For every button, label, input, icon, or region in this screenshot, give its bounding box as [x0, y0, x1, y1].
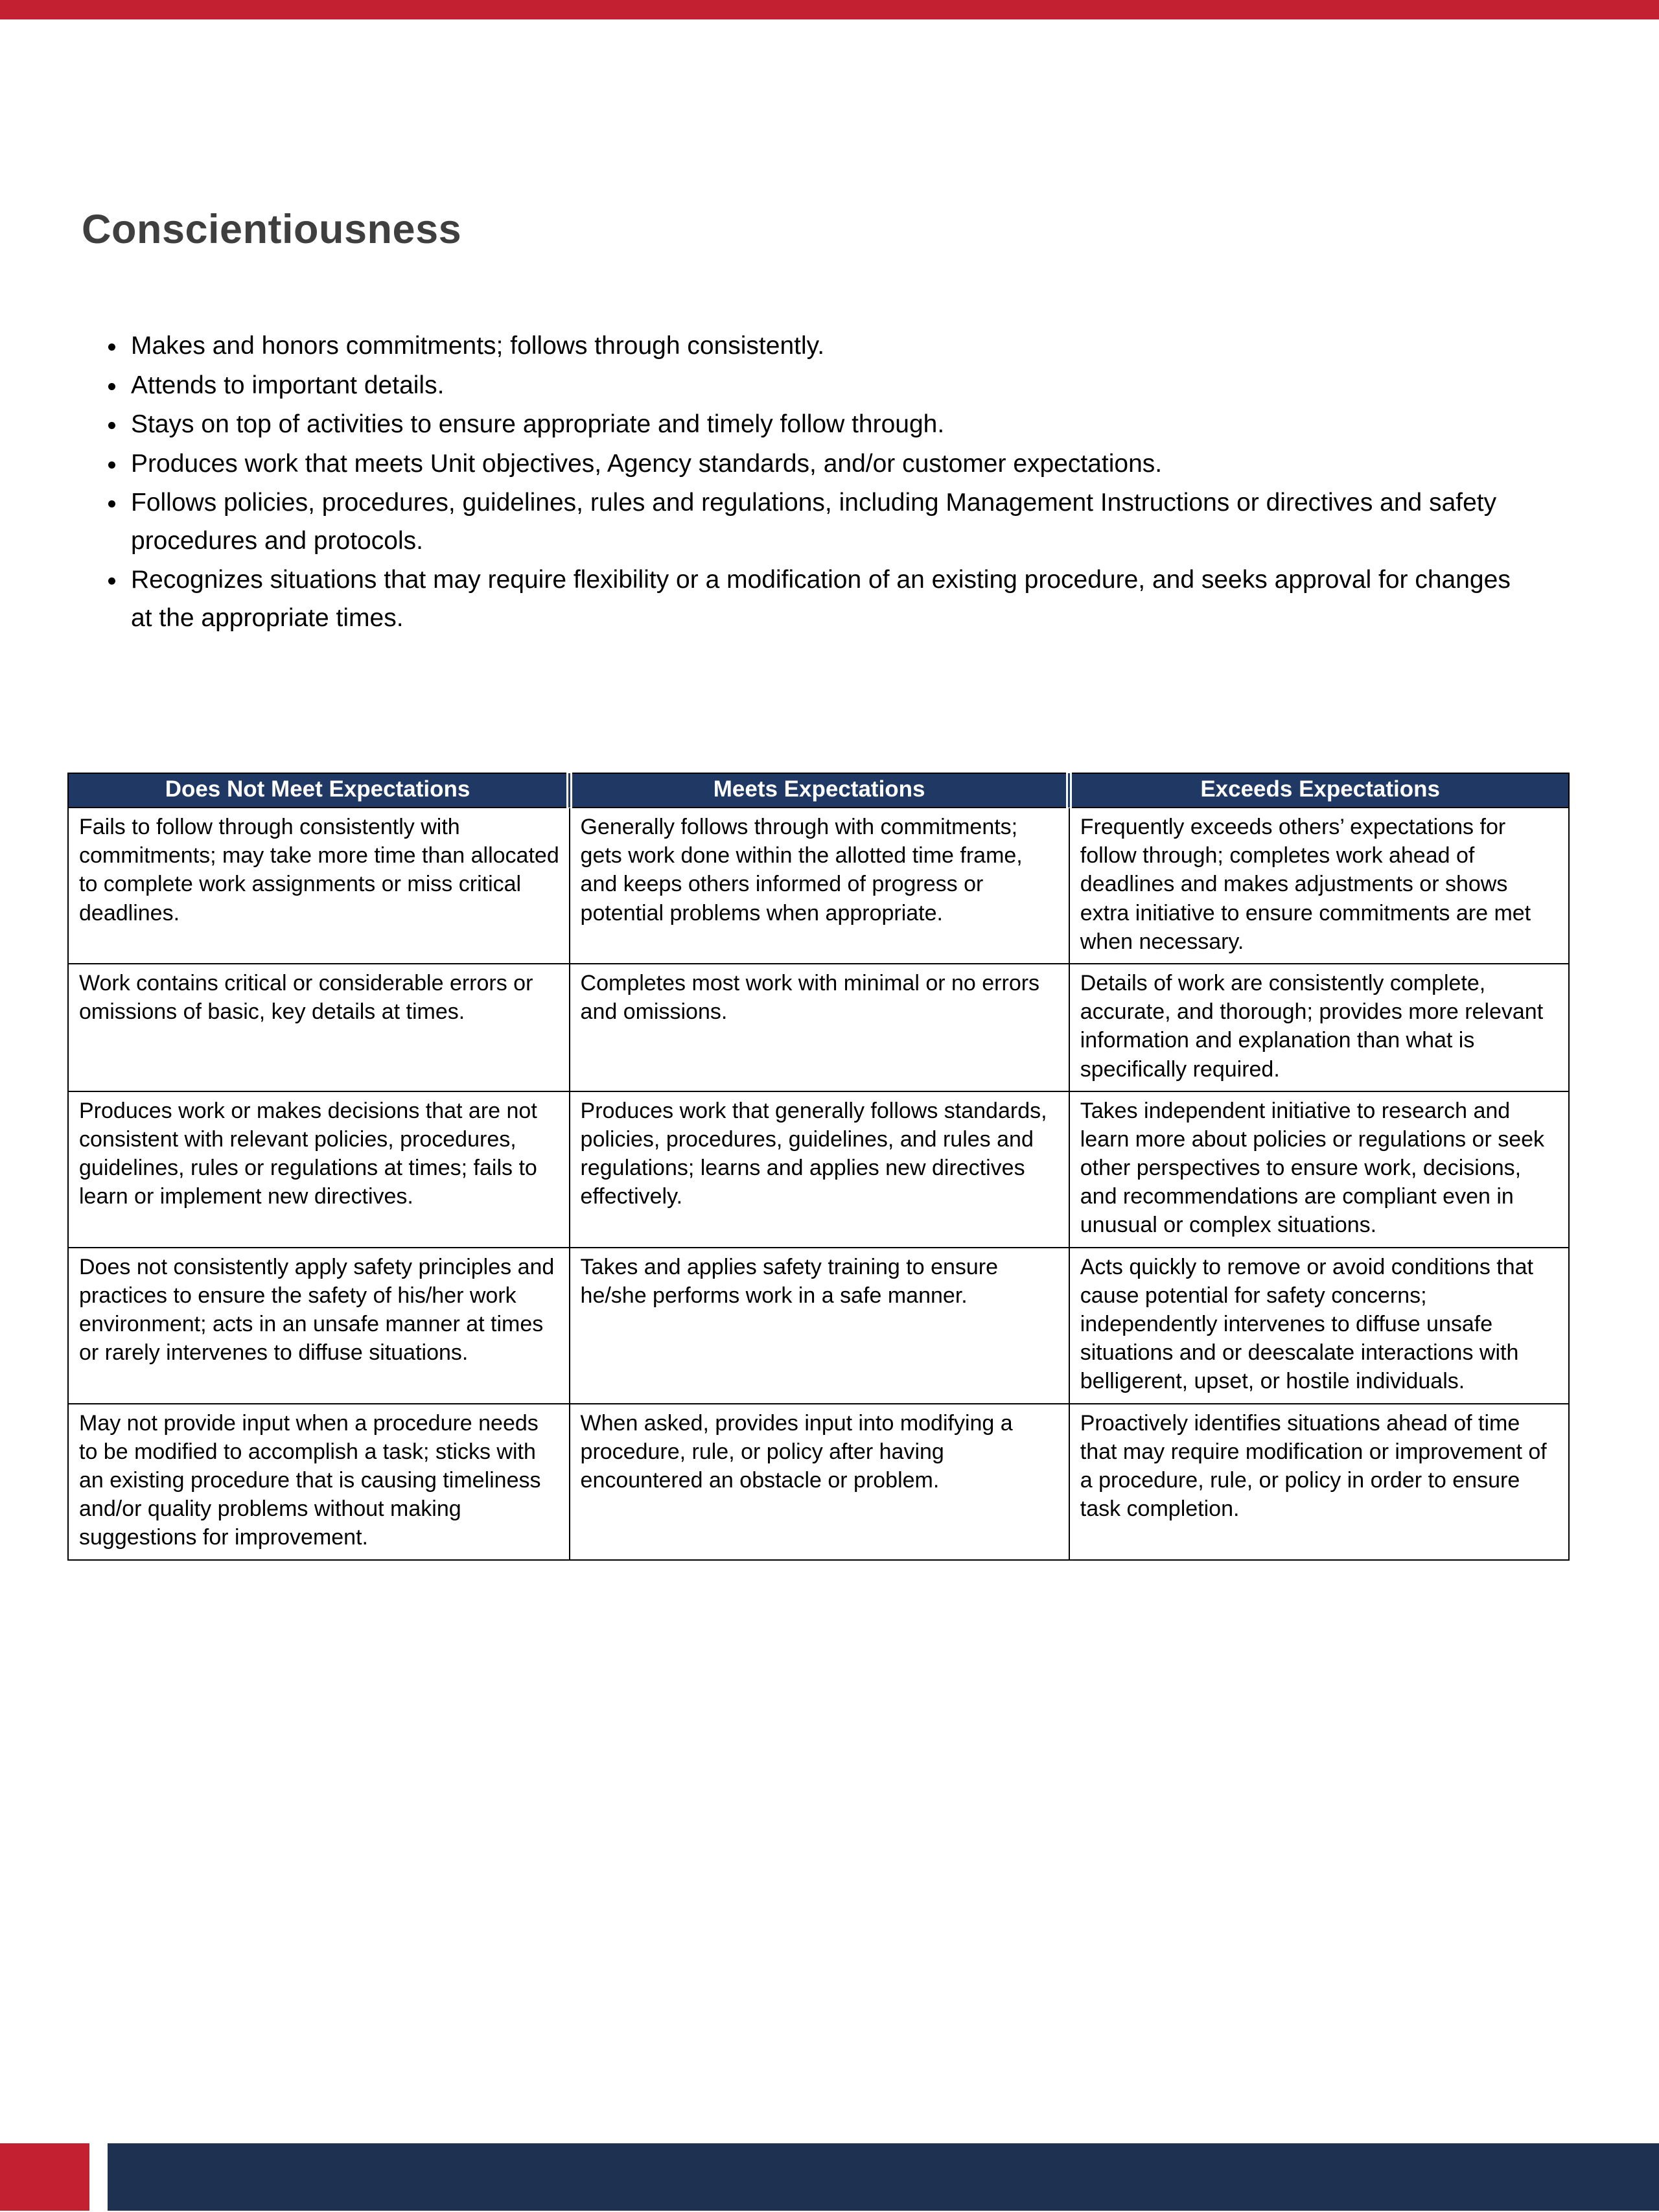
table-cell: Frequently exceeds others’ expectations for follow through; completes work ahead of deadlines and makes adjustments or shows extra initiative to ensure commitments are met when necessary. — [1069, 808, 1569, 964]
bullet-item: • Follows policies, procedures, guidelines, rules and regulations, including Management Instructions or directives and safety procedures and protocols. — [127, 484, 1525, 560]
bullet-item: • Makes and honors commitments; follows through consistently. — [127, 327, 1525, 366]
bullet-item: • Attends to important details. — [127, 367, 1525, 405]
table-row — [68, 808, 1569, 964]
expectations-table — [67, 773, 1570, 1561]
column-header-does-not-meet: Does Not Meet Expectations — [68, 773, 570, 808]
table-cell: Fails to follow through consistently with commitments; may take more time than allocated to complete work assignments or miss critical deadlines. — [68, 808, 570, 964]
table-cell: Takes and applies safety training to ensure he/she performs work in a safe manner. — [570, 1248, 1069, 1404]
bullet-item: • Produces work that meets Unit objectives, Agency standards, and/or customer expectations. — [127, 445, 1525, 483]
table-cell: Work contains critical or considerable errors or omissions of basic, key details at times. — [68, 964, 570, 1091]
table-cell: May not provide input when a procedure needs to be modified to accomplish a task; sticks with an existing procedure that is causing timeliness and/or quality problems without making suggestions for improvement. — [68, 1404, 570, 1560]
table-cell: Does not consistently apply safety principles and practices to ensure the safety of his/her work environment; acts in an unsafe manner at times or rarely intervenes to diffuse situations. — [68, 1248, 570, 1404]
bullet-item: • Recognizes situations that may require flexibility or a modification of an existing procedure, and seeks approval for changes at the appropriate times. — [127, 561, 1525, 637]
bullet-list — [102, 327, 1525, 638]
table-cell: Produces work that generally follows standards, policies, procedures, guidelines, and rules and regulations; learns and applies new directives effectively. — [570, 1091, 1069, 1248]
column-header-exceeds: Exceeds Expectations — [1069, 773, 1569, 808]
table-cell: Completes most work with minimal or no errors and omissions. — [570, 964, 1069, 1091]
bullet-item: • Stays on top of activities to ensure appropriate and timely follow through. — [127, 406, 1525, 444]
page-footer — [0, 2143, 1659, 2211]
table-cell: Generally follows through with commitments; gets work done within the allotted time frame, and keeps others informed of progress or potential problems when appropriate. — [570, 808, 1069, 964]
table-row — [68, 1248, 1569, 1404]
table-cell: Details of work are consistently complete, accurate, and thorough; provides more relevant information and explanation than what is specifically required. — [1069, 964, 1569, 1091]
table-row — [68, 964, 1569, 1091]
footer-navy-bar — [108, 2143, 1659, 2211]
table-cell: Produces work or makes decisions that are not consistent with relevant policies, procedures, guidelines, rules or regulations at times; fails to learn or implement new directives. — [68, 1091, 570, 1248]
table-cell: When asked, provides input into modifying a procedure, rule, or policy after having encountered an obstacle or problem. — [570, 1404, 1069, 1560]
table-cell: Takes independent initiative to research and learn more about policies or regulations or seek other perspectives to ensure work, decisions, and recommendations are compliant even in unusual or complex situations. — [1069, 1091, 1569, 1248]
table-row — [68, 1404, 1569, 1560]
table-row — [68, 1091, 1569, 1248]
top-red-bar — [0, 0, 1659, 19]
footer-red-square — [0, 2143, 89, 2211]
page-title: Conscientiousness — [82, 207, 462, 252]
table-cell: Proactively identifies situations ahead of time that may require modification or improvement of a procedure, rule, or policy in order to ensure task completion. — [1069, 1404, 1569, 1560]
table-cell: Acts quickly to remove or avoid conditions that cause potential for safety concerns; independently intervenes to diffuse unsafe situations and or deescalate interactions with belligerent, upset, or hostile individuals. — [1069, 1248, 1569, 1404]
table-header-row — [68, 773, 1569, 808]
column-header-meets: Meets Expectations — [570, 773, 1069, 808]
